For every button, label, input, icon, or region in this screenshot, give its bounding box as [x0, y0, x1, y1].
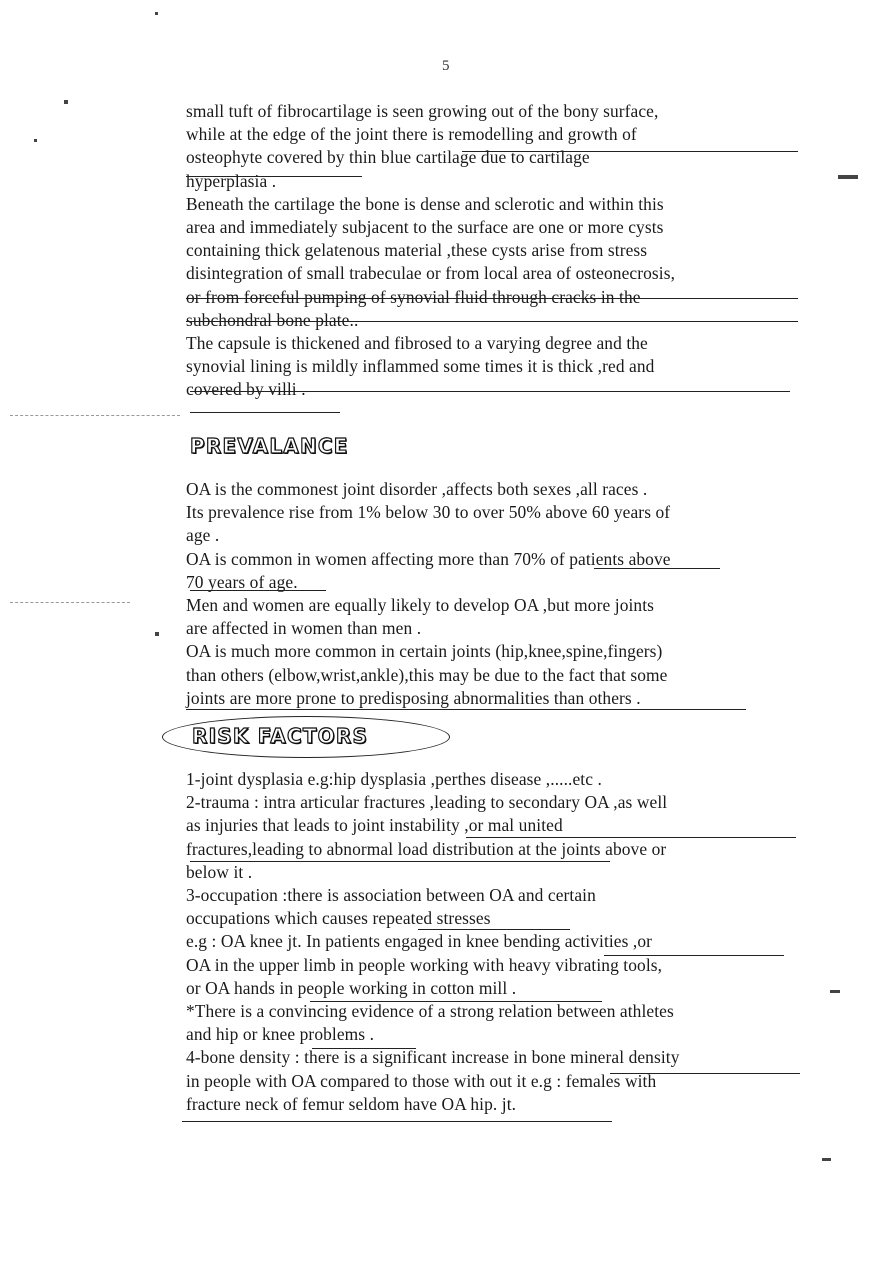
text-line: hyperplasia .: [186, 170, 277, 191]
handwritten-underline: [190, 861, 610, 862]
text-line: 4-bone density : there is a significant increase in bone mineral density: [186, 1047, 680, 1068]
paragraph: [186, 100, 798, 193]
handwritten-underline: [418, 929, 570, 930]
handwritten-underline: [594, 568, 720, 569]
paragraph: [186, 1046, 798, 1116]
handwritten-underline: [462, 151, 798, 152]
text-line: fracture neck of femur seldom have OA hip. jt.: [186, 1093, 517, 1114]
text-line: area and immediately subjacent to the surface are one or more cysts: [186, 217, 664, 238]
text-line: below it .: [186, 861, 253, 882]
paragraph: [186, 594, 798, 640]
text-line: containing thick gelatenous material ,these cysts arise from stress: [186, 240, 648, 261]
text-line: 1-joint dysplasia e.g:hip dysplasia ,perthes disease ,.....etc .: [186, 769, 602, 789]
text-line: OA is common in women affecting more than 70% of patients above: [186, 548, 671, 569]
paragraph: [186, 193, 798, 332]
risk-factors-heading: RISK FACTORS: [192, 724, 369, 748]
handwritten-underline: [186, 709, 746, 710]
text-line: subchondral bone plate..: [186, 309, 359, 330]
paragraph: [186, 640, 798, 710]
text-line: and hip or knee problems .: [186, 1024, 375, 1045]
scan-speck: [838, 175, 858, 179]
scan-noise-line: [10, 415, 180, 416]
handwritten-underline: [186, 321, 798, 322]
text-line: 3-occupation :there is association between OA and certain: [186, 885, 596, 906]
text-line: or from forceful pumping of synovial fluid through cracks in the: [186, 286, 641, 307]
scan-speck: [155, 12, 158, 15]
paragraph: [186, 768, 798, 791]
handwritten-underline: [186, 298, 798, 299]
text-line: fractures,leading to abnormal load distribution at the joints above or: [186, 838, 667, 859]
handwritten-underline: [190, 391, 790, 392]
text-line: occupations which causes repeated stresses: [186, 908, 491, 929]
text-line: The capsule is thickened and fibrosed to a varying degree and the: [186, 333, 648, 354]
handwritten-underline: [604, 955, 784, 956]
handwritten-underline: [186, 176, 362, 177]
scan-speck: [64, 100, 68, 104]
paragraph: [186, 930, 798, 1000]
text-line: Men and women are equally likely to develop OA ,but more joints: [186, 595, 655, 616]
text-line: OA in the upper limb in people working with heavy vibrating tools,: [186, 954, 663, 975]
handwritten-underline: [312, 1048, 416, 1049]
text-line: disintegration of small trabeculae or from local area of osteonecrosis,: [186, 263, 676, 284]
risk-factors-section: [186, 768, 798, 1116]
prevalance-heading: PREVALANCE: [190, 434, 349, 458]
text-line: *There is a convincing evidence of a strong relation between athletes: [186, 1001, 674, 1022]
paragraph: [186, 501, 798, 547]
text-line: osteophyte covered by thin blue cartilage due to cartilage: [186, 147, 590, 168]
text-line: Its prevalence rise from 1% below 30 to over 50% above 60 years of: [186, 502, 671, 523]
text-line: than others (elbow,wrist,ankle),this may be due to the fact that some: [186, 664, 668, 685]
page-number: 5: [442, 58, 450, 74]
text-line: covered by villi .: [186, 379, 306, 400]
scan-speck: [155, 632, 159, 636]
scan-speck: [822, 1158, 831, 1161]
text-line: small tuft of fibrocartilage is seen growing out of the bony surface,: [186, 101, 659, 121]
text-line: as injuries that leads to joint instability ,or mal united: [186, 815, 563, 836]
text-line: 2-trauma : intra articular fractures ,leading to secondary OA ,as well: [186, 792, 668, 813]
handwritten-underline: [190, 412, 340, 413]
scan-speck: [830, 990, 840, 993]
prevalance-section: [186, 478, 798, 710]
text-line: synovial lining is mildly inflammed some times it is thick ,red and: [186, 356, 655, 377]
text-line: are affected in women than men .: [186, 618, 422, 639]
handwritten-underline: [182, 1121, 612, 1122]
text-line: while at the edge of the joint there is remodelling and growth of: [186, 124, 637, 145]
pathology-section: [186, 100, 798, 402]
paragraph: [186, 478, 798, 501]
text-line: 70 years of age.: [186, 571, 298, 592]
text-line: in people with OA compared to those with out it e.g : females with: [186, 1070, 657, 1091]
handwritten-underline: [610, 1073, 800, 1074]
text-line: or OA hands in people working in cotton mill .: [186, 977, 517, 998]
scan-noise-line: [10, 602, 130, 603]
handwritten-underline: [190, 590, 326, 591]
document-body: [186, 100, 798, 402]
paragraph: [186, 884, 798, 930]
text-line: age .: [186, 525, 220, 546]
handwritten-underline: [310, 1001, 602, 1002]
text-line: OA is the commonest joint disorder ,affects both sexes ,all races .: [186, 479, 648, 499]
handwritten-underline: [466, 837, 796, 838]
text-line: Beneath the cartilage the bone is dense and sclerotic and within this: [186, 193, 664, 214]
text-line: joints are more prone to predisposing abnormalities than others .: [186, 687, 641, 708]
scan-speck: [34, 139, 37, 142]
paragraph: [186, 548, 798, 594]
text-line: e.g : OA knee jt. In patients engaged in knee bending activities ,or: [186, 931, 653, 952]
paragraph: [186, 1000, 798, 1046]
text-line: OA is much more common in certain joints (hip,knee,spine,fingers): [186, 641, 663, 662]
